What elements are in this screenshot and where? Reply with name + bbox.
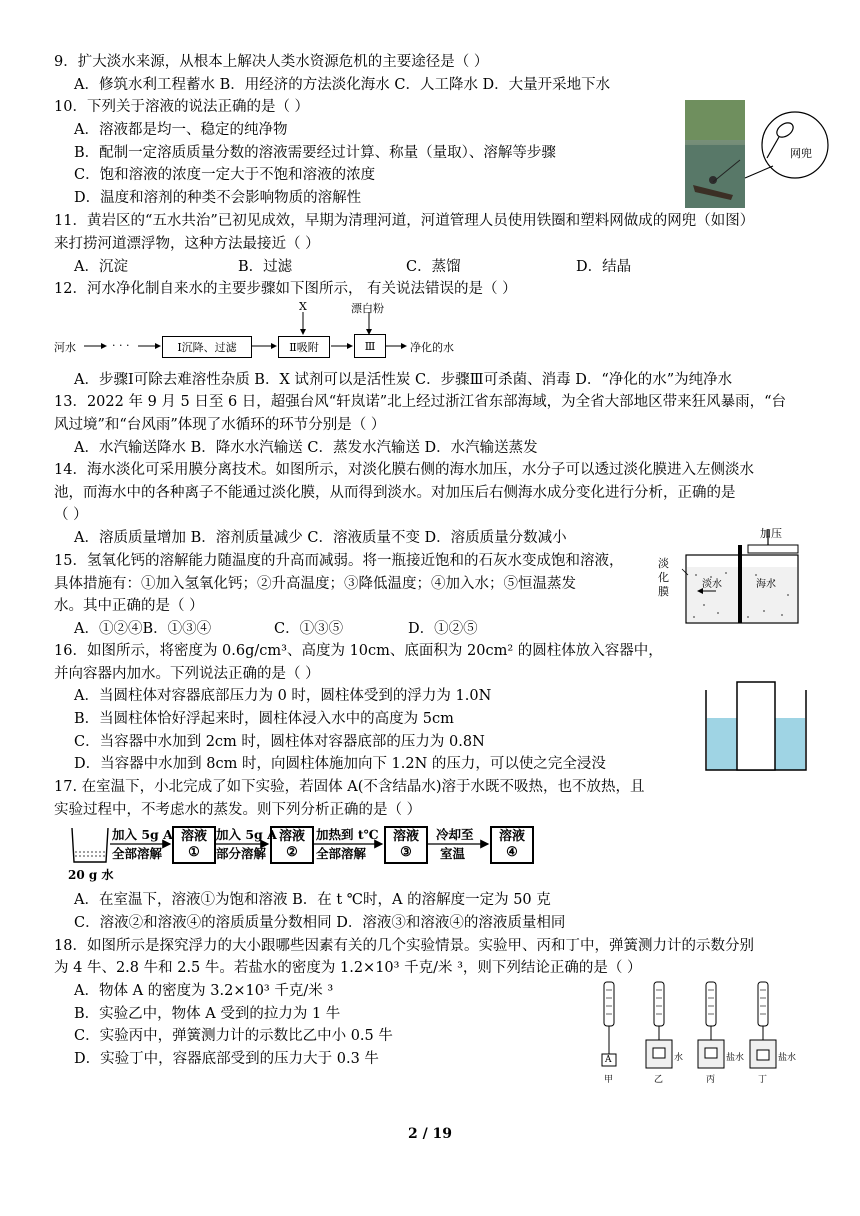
q16-option-a: A．当圆柱体对容器底部压力为 0 时，圆柱体受到的浮力为 1.0N	[74, 688, 492, 704]
q9-options: A．修筑水利工程蓄水 B．用经济的方法淡化海水 C．人工降水 D．大量开采地下水	[74, 77, 611, 93]
q15-stem-line3: 水。其中正确的是（ ）	[54, 598, 204, 614]
cylinder-container-figure	[700, 680, 812, 772]
q11-option-d: D．结晶	[576, 259, 632, 275]
flow-step2-label: Ⅱ吸附	[289, 341, 319, 354]
solution3-box	[384, 826, 428, 864]
q10-option-a: A．溶液都是均一、稳定的纯净物	[74, 122, 288, 138]
membrane-label: 淡化膜	[658, 557, 669, 598]
q14-options: A．溶质质量增加 B．溶剂质量减少 C．溶液质量不变 D．溶质质量分数减小	[74, 530, 567, 546]
step3-bottom: 全部溶解	[316, 846, 367, 861]
flow-step3-label: Ⅲ	[364, 339, 376, 353]
flow-bleach-label: 漂白粉	[351, 302, 384, 315]
cylinder	[737, 682, 775, 770]
solution2-box	[270, 826, 314, 864]
q17-options-cd: C．溶液②和溶液④的溶质质量分数相同 D．溶液③和溶液④的溶液质量相同	[74, 915, 566, 931]
q10-option-c: C．饱和溶液的浓度一定大于不饱和溶液的浓度	[74, 167, 376, 183]
q18-option-b: B．实验乙中，物体 A 受到的拉力为 1 牛	[74, 1006, 341, 1022]
q13-stem-line1: 13．2022 年 9 月 5 日至 6 日，超强台风“轩岚诺”北上经过浙江省东部海域，为全省大部地区带来狂风暴雨，“台	[54, 394, 787, 410]
solution1-text: 溶液	[180, 829, 207, 844]
step2-bottom: 部分溶解	[216, 846, 267, 861]
q10-option-b: B．配制一定溶质质量分数的溶液需要经过计算、称量（量取）、溶解等步骤	[74, 145, 556, 161]
flow-river-label: 河水	[54, 341, 76, 354]
q16-stem-line1: 16．如图所示，将密度为 0.6g/cm³、高度为 10cm、底面积为 20cm² 的圆柱体放入容器中，	[54, 643, 663, 659]
step4-bottom: 室温	[440, 846, 466, 861]
step1-bottom: 全部溶解	[112, 846, 163, 861]
solution4-box	[490, 826, 534, 864]
dissolution-flowchart	[64, 824, 536, 882]
label-ding: 丁	[758, 1075, 768, 1085]
solution2-text: 溶液	[278, 829, 305, 844]
q11-stem-line2: 来打捞河道漂浮物，这种方法最接近（ ）	[54, 236, 320, 252]
step3-top: 加热到 t℃	[316, 827, 379, 842]
solution4-text: 溶液	[498, 829, 525, 844]
solution4-number: ④	[506, 845, 518, 860]
q12-stem: 12．河水净化制自来水的主要步骤如下图所示， 有关说法错误的是（ ）	[54, 281, 517, 297]
solution3-text: 溶液	[392, 829, 419, 844]
solution3-number: ③	[400, 845, 412, 860]
flow-step3-box	[354, 334, 386, 358]
net-label: 网兜	[790, 147, 812, 160]
spring-balance-figure	[594, 978, 806, 1086]
q18-stem-line1: 18．如图所示是探究浮力的大小跟哪些因素有关的几个实验情景。实验甲、丙和丁中，弹簧测力计的示数分别	[54, 938, 754, 954]
water-label: 水	[674, 1053, 684, 1063]
flow-step2-box	[278, 336, 330, 358]
cylinder-drawing	[700, 680, 812, 772]
q18-option-a: A．物体 A 的密度为 3.2×10³ 千克/米 ³	[74, 983, 334, 999]
salt-water-label-1: 盐水	[726, 1053, 745, 1063]
q13-stem-line2: 风过境”和“台风雨”体现了水循环的环节分别是（ ）	[54, 417, 386, 433]
q16-option-c: C．当容器中水加到 2cm 时，圆柱体对容器底部的压力为 0.8N	[74, 734, 485, 750]
q15-option-ab: A．①②④B．①③④	[74, 621, 212, 637]
q16-option-d: D．当容器中水加到 8cm 时，向圆柱体施加向下 1.2N 的压力，可以使之完全浸没	[74, 756, 606, 772]
q11-option-a: A．沉淀	[74, 259, 128, 275]
q15-stem-line2: 具体措施有：①加入氢氧化钙；②升高温度；③降低温度；④加入水；⑤恒温蒸发	[54, 576, 576, 592]
q11-option-c: C．蒸馏	[406, 259, 461, 275]
q11-stem-line1: 11．黄岩区的“五水共治”已初见成效，早期为清理河道，河道管理人员使用铁圈和塑料网做成的网兜（如图）	[54, 213, 755, 229]
flow-x-label: X	[299, 300, 307, 313]
solution1-box	[172, 826, 216, 864]
membrane-figure	[656, 525, 802, 627]
q17-stem-line1: 17. 在室温下，小北完成了如下实验，若固体 A(不含结晶水)溶于水既不吸热，也不放热，且	[54, 779, 645, 795]
step4-top: 冷却至	[436, 827, 474, 842]
q15-stem-line1: 15．氢氧化钙的溶解能力随温度的升高而减弱。将一瓶接近饱和的石灰水变成饱和溶液，	[54, 553, 624, 569]
q18-option-c: C．实验丙中，弹簧测力计的示数比乙中小 0.5 牛	[74, 1028, 393, 1044]
q10-stem: 10．下列关于溶液的说法正确的是（ ）	[54, 99, 310, 115]
salt-water-label-2: 盐水	[778, 1053, 797, 1063]
flow-output-label: 净化的水	[410, 341, 454, 354]
q13-options: A．水汽输送降水 B．降水水汽输送 C．蒸发水汽输送 D．水汽输送蒸发	[74, 440, 538, 456]
q14-stem-line3: （ ）	[54, 507, 88, 523]
object-a-label: A	[605, 1055, 612, 1065]
sea-water-label: 海水	[756, 579, 776, 590]
q16-option-b: B．当圆柱体恰好浮起来时，圆柱体浸入水中的高度为 5cm	[74, 711, 454, 727]
q15-option-c: C．①③⑤	[274, 621, 344, 637]
label-jia: 甲	[604, 1075, 614, 1085]
q18-option-d: D．实验丁中，容器底部受到的压力大于 0.3 牛	[74, 1051, 379, 1067]
q10-option-d: D．温度和溶剂的种类不会影响物质的溶解性	[74, 190, 362, 206]
label-bing: 丙	[706, 1075, 716, 1085]
label-yi: 乙	[654, 1075, 664, 1085]
river-net-photo	[685, 100, 835, 208]
q14-stem-line1: 14．海水淡化可采用膜分离技术。如图所示，对淡化膜右侧的海水加压，水分子可以透过淡化膜进入左侧淡水	[54, 462, 754, 478]
solution1-number: ①	[188, 845, 200, 860]
flow-dots: · · ·	[112, 339, 130, 352]
q14-stem-line2: 池，而海水中的各种离子不能通过淡化膜，从而得到淡水。对加压后右侧海水成分变化进行分析，正确的是	[54, 485, 736, 501]
q11-option-b: B．过滤	[238, 259, 293, 275]
step1-top: 加入 5g A	[112, 827, 173, 842]
step2-top: 加入 5g A	[216, 827, 277, 842]
q16-stem-line2: 并向容器内加水。下列说法正确的是（ ）	[54, 666, 320, 682]
spring-balance-drawing	[594, 978, 806, 1086]
river-net-figure	[685, 100, 835, 208]
solution2-number: ②	[286, 845, 298, 860]
water-purification-flowchart	[54, 300, 554, 364]
q18-stem-line2: 为 4 牛、2.8 牛和 2.5 牛。若盐水的密度为 1.2×10³ 千克/米 ³，则下列结论正确的是（ ）	[54, 960, 642, 976]
q17-options-ab: A．在室温下，溶液①为饱和溶液 B．在 t ℃时，A 的溶解度一定为 50 克	[74, 892, 551, 908]
press-label: 加压	[760, 527, 782, 540]
q9-stem: 9．扩大淡水来源，从根本上解决人类水资源危机的主要途径是（ ）	[54, 54, 489, 70]
q12-options: A．步骤Ⅰ可除去难溶性杂质 B．X 试剂可以是活性炭 C．步骤Ⅲ可杀菌、消毒 D．“净化的水”为纯净水	[74, 372, 733, 388]
q15-option-d: D．①②⑤	[408, 621, 478, 637]
flow-step1-box	[162, 336, 252, 358]
flow-step1-label: Ⅰ沉降、过滤	[177, 341, 237, 354]
page-number: 2 / 19	[407, 1126, 453, 1142]
beaker-label: 20 g 水	[68, 868, 114, 882]
fresh-water-label: 淡水	[702, 579, 722, 590]
q17-stem-line2: 实验过程中，不考虑水的蒸发。则下列分析正确的是（ ）	[54, 802, 422, 818]
